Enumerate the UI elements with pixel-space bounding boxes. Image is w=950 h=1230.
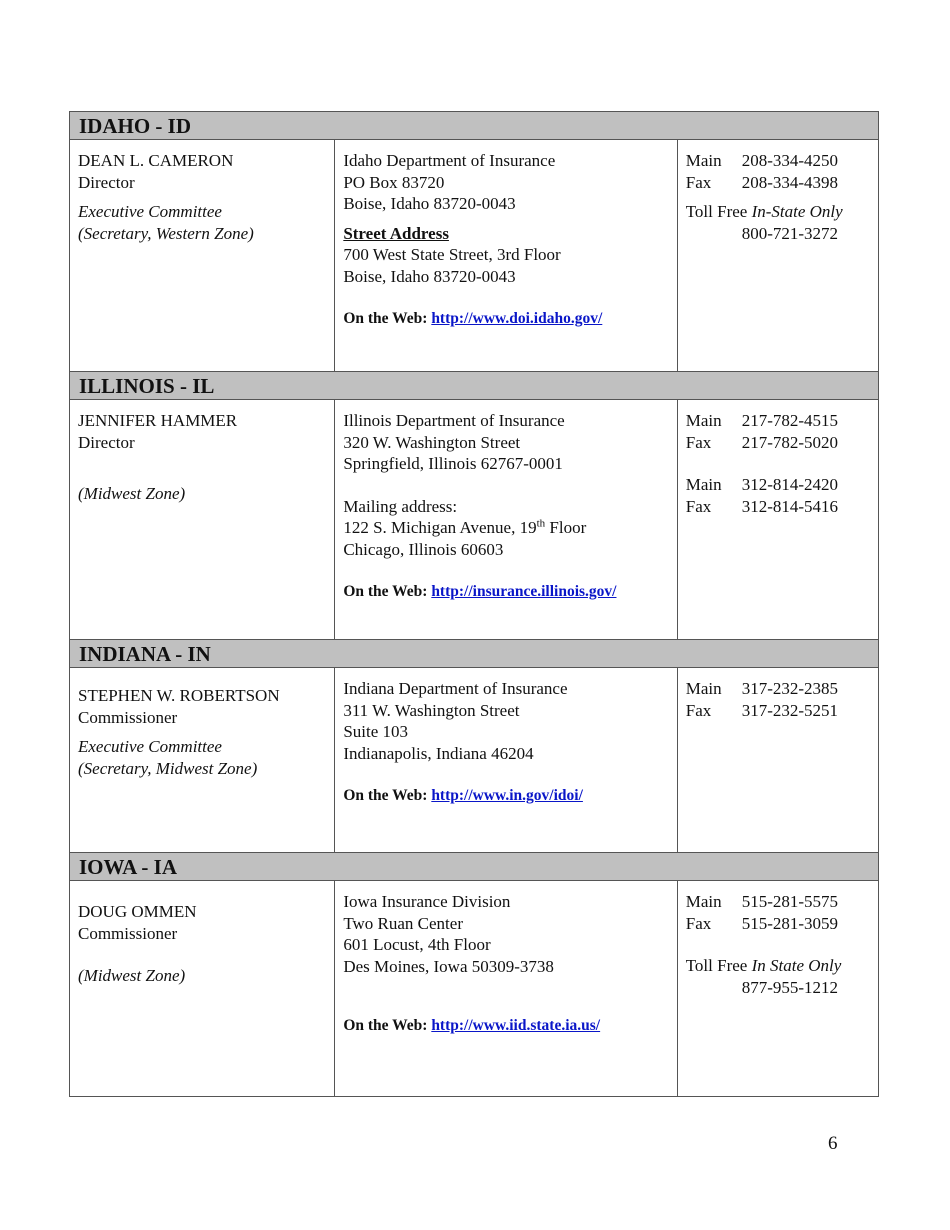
address-line: Two Ruan Center	[343, 913, 463, 933]
zone-note: (Midwest Zone)	[78, 966, 186, 985]
official-cell	[70, 668, 334, 779]
main-number: 217-782-4515	[741, 411, 839, 430]
toll-free-note: In-State Only	[751, 202, 843, 221]
address-cell	[335, 400, 676, 603]
toll-free-number: 877-955-1212	[741, 977, 839, 997]
committee-note: Executive Committee	[78, 202, 222, 221]
phone-cell	[678, 668, 878, 721]
official-name: DEAN L. CAMERON	[78, 151, 234, 170]
department-name: Iowa Insurance Division	[343, 892, 511, 911]
address-line: 311 W. Washington Street	[343, 700, 520, 720]
state-details-row	[70, 881, 879, 1097]
fax-phone	[686, 172, 870, 194]
state-header-row	[70, 372, 879, 400]
fax-label: Fax	[685, 496, 712, 516]
state-header: IOWA - IA	[70, 853, 879, 881]
mailing-street: 122 S. Michigan Avenue, 19	[343, 518, 537, 537]
fax-number: 515-281-3059	[741, 913, 839, 933]
zone-note: (Secretary, Western Zone)	[78, 223, 254, 243]
official-cell	[70, 881, 334, 987]
fax-number: 312-814-5416	[741, 496, 839, 516]
address-cell	[335, 140, 676, 330]
phone-cell	[678, 140, 878, 244]
address-cell	[335, 881, 676, 1037]
official-cell	[70, 400, 334, 505]
web-label: On the Web:	[343, 1017, 428, 1034]
state-header-row	[70, 112, 879, 140]
toll-free-label: Toll Free	[685, 202, 748, 221]
main-label: Main	[685, 679, 722, 698]
address-line: Springfield, Illinois 62767-0001	[343, 454, 563, 473]
toll-free-line	[686, 955, 870, 977]
website-link[interactable]: http://www.in.gov/idoi/	[431, 787, 583, 804]
fax-number: 208-334-4398	[741, 172, 839, 192]
phone-cell	[678, 400, 878, 517]
website-link[interactable]: http://www.doi.idaho.gov/	[431, 310, 603, 327]
fax-phone	[686, 700, 870, 722]
zone-note: (Midwest Zone)	[78, 484, 186, 503]
street-line: 700 West State Street, 3rd Floor	[343, 245, 561, 264]
phone-cell	[678, 881, 878, 998]
address-line: PO Box 83720	[343, 172, 445, 192]
address-line: Boise, Idaho 83720-0043	[343, 194, 516, 213]
main-number: 208-334-4250	[741, 151, 839, 170]
address-line: 601 Locust, 4th Floor	[343, 935, 491, 954]
web-line	[343, 1015, 668, 1037]
official-title: Director	[78, 432, 135, 452]
main-number: 317-232-2385	[741, 679, 839, 698]
committee-note: Executive Committee	[78, 737, 222, 756]
website-link[interactable]: http://www.iid.state.ia.us/	[431, 1017, 601, 1034]
mailing-line: Chicago, Illinois 60603	[343, 539, 504, 559]
address-line: Suite 103	[343, 722, 409, 741]
state-header-row	[70, 640, 879, 668]
main-label: Main	[685, 892, 722, 911]
toll-free-number: 800-721-3272	[741, 223, 839, 243]
main-label: Main	[685, 411, 722, 430]
main-label: Main	[685, 475, 722, 494]
state-header-row	[70, 853, 879, 881]
toll-free-note: In State Only	[751, 956, 842, 975]
state-details-row	[70, 400, 879, 640]
address-line: 320 W. Washington Street	[343, 432, 521, 452]
state-header: IDAHO - ID	[70, 112, 879, 140]
main-label: Main	[685, 151, 722, 170]
department-name: Illinois Department of Insurance	[343, 411, 565, 430]
address-line: Indianapolis, Indiana 46204	[343, 743, 534, 763]
main-phone	[686, 891, 870, 913]
address-line: Des Moines, Iowa 50309-3738	[343, 956, 554, 976]
state-header: ILLINOIS - IL	[70, 372, 879, 400]
fax-label: Fax	[685, 913, 712, 933]
web-label: On the Web:	[343, 583, 428, 600]
official-name: DOUG OMMEN	[78, 902, 197, 921]
web-line	[343, 785, 668, 807]
web-line	[343, 308, 668, 330]
fax-label: Fax	[685, 432, 712, 452]
fax-phone	[686, 432, 870, 454]
official-title: Director	[78, 172, 135, 192]
main-phone-2	[686, 474, 870, 496]
department-name: Idaho Department of Insurance	[343, 151, 556, 170]
page-number: 6	[828, 1133, 838, 1154]
ordinal-suffix: th	[536, 517, 546, 530]
main-phone	[686, 678, 870, 700]
mailing-floor: Floor	[545, 518, 587, 537]
web-line	[343, 581, 668, 603]
fax-label: Fax	[685, 700, 712, 720]
toll-free-label: Toll Free	[685, 956, 748, 975]
state-header: INDIANA - IN	[70, 640, 879, 668]
zone-note: (Secretary, Midwest Zone)	[78, 758, 258, 778]
fax-phone	[686, 913, 870, 935]
directory-table	[69, 111, 879, 1097]
toll-free-line	[686, 201, 870, 223]
department-name: Indiana Department of Insurance	[343, 679, 568, 698]
street-line: Boise, Idaho 83720-0043	[343, 266, 516, 286]
main-phone	[686, 410, 870, 432]
website-link[interactable]: http://insurance.illinois.gov/	[431, 583, 617, 600]
fax-phone-2	[686, 496, 870, 518]
mailing-line	[343, 517, 668, 539]
street-address-label: Street Address	[343, 223, 449, 243]
official-name: STEPHEN W. ROBERTSON	[78, 686, 280, 705]
address-cell	[335, 668, 676, 807]
fax-number: 217-782-5020	[741, 432, 839, 452]
official-name: JENNIFER HAMMER	[78, 411, 238, 430]
main-number: 312-814-2420	[741, 475, 839, 494]
fax-label: Fax	[685, 172, 712, 192]
web-label: On the Web:	[343, 787, 428, 804]
state-details-row	[70, 668, 879, 853]
mailing-address-label: Mailing address:	[343, 496, 458, 516]
fax-number: 317-232-5251	[741, 700, 839, 720]
state-details-row	[70, 140, 879, 372]
web-label: On the Web:	[343, 310, 428, 327]
main-number: 515-281-5575	[741, 892, 839, 911]
official-title: Commissioner	[78, 923, 178, 943]
main-phone	[686, 150, 870, 172]
official-cell	[70, 140, 334, 244]
official-title: Commissioner	[78, 707, 178, 727]
